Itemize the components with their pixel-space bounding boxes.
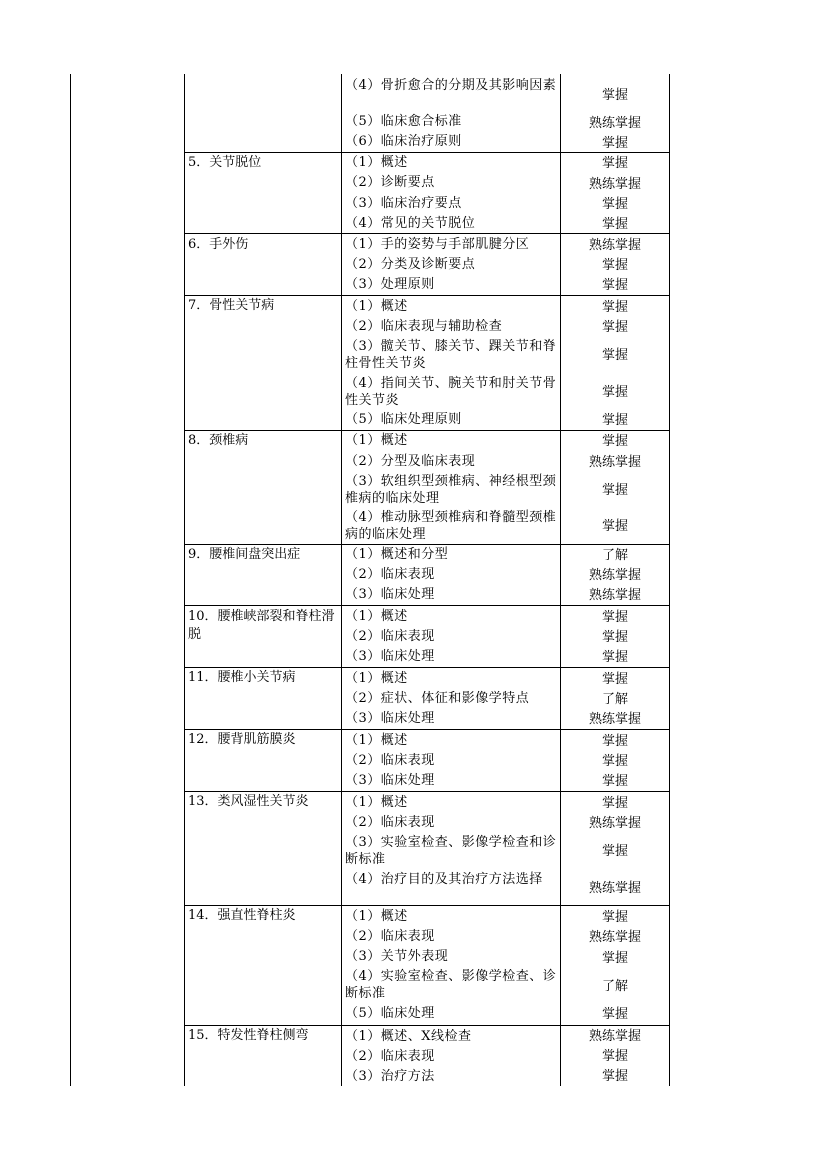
level-text: 掌握	[601, 320, 628, 335]
row-divider	[184, 605, 669, 606]
level-text: 掌握	[601, 774, 628, 789]
topic-label: 7．骨性关节病	[188, 298, 275, 313]
item-text: （3）临床处理	[345, 711, 435, 726]
row-divider	[184, 791, 669, 792]
item-text: （3）治疗方法	[345, 1069, 435, 1084]
item-text: （1）手的姿势与手部肌腱分区	[345, 237, 530, 252]
item-text: （4）指间关节、腕关节和肘关节骨性关节炎	[345, 376, 557, 408]
level-text: 熟练掌握	[588, 930, 641, 945]
row-divider	[184, 729, 669, 730]
level-text: 掌握	[601, 258, 628, 273]
item-text: （1）概述	[345, 671, 408, 686]
item-text: （1）概述	[345, 609, 408, 624]
row-divider	[184, 544, 669, 545]
item-text: （3）关节外表现	[345, 949, 449, 964]
level-text: 掌握	[601, 88, 628, 103]
item-text: （1）概述	[345, 795, 408, 810]
topic-label: 10．腰椎峡部裂和脊柱滑脱	[188, 609, 335, 642]
item-text: （3）临床处理	[345, 587, 435, 602]
item-text: （4）常见的关节脱位	[345, 216, 476, 231]
level-text: 掌握	[601, 951, 628, 966]
item-text: （5）临床处理	[345, 1006, 435, 1021]
level-text: 熟练掌握	[588, 588, 641, 603]
level-text: 熟练掌握	[588, 568, 641, 583]
topic-label: 9．腰椎间盘突出症	[188, 547, 301, 562]
topic-column-border	[184, 74, 185, 1086]
item-text: （1）概述和分型	[345, 547, 449, 562]
topic-label: 6．手外伤	[188, 237, 249, 252]
topic-label: 13．类风湿性关节炎	[188, 794, 309, 809]
level-text: 掌握	[601, 483, 628, 498]
level-text: 掌握	[601, 413, 628, 428]
level-text: 掌握	[601, 434, 628, 449]
row-divider	[184, 1025, 669, 1026]
item-column-border	[341, 74, 342, 1086]
item-text: （3）髋关节、膝关节、踝关节和脊柱骨性关节炎	[345, 339, 557, 371]
level-text: 掌握	[601, 1069, 628, 1084]
item-text: （5）临床处理原则	[345, 412, 462, 427]
outer-left-border	[70, 74, 71, 1086]
level-text: 熟练掌握	[588, 816, 641, 831]
item-text: （2）临床表现	[345, 629, 435, 644]
item-text: （2）分型及临床表现	[345, 454, 476, 469]
level-text: 掌握	[601, 217, 628, 232]
item-text: （2）临床表现与辅助检查	[345, 319, 503, 334]
item-text: （4）实验室检查、影像学检查、诊断标准	[345, 969, 557, 1001]
item-text: （3）实验室检查、影像学检查和诊断标准	[345, 835, 557, 867]
item-text: （1）概述	[345, 909, 408, 924]
item-text: （6）临床治疗原则	[345, 134, 462, 149]
item-text: （2）临床表现	[345, 567, 435, 582]
level-text: 掌握	[601, 630, 628, 645]
level-text: 熟练掌握	[588, 455, 641, 470]
item-text: （2）分类及诊断要点	[345, 257, 476, 272]
item-text: （1）概述、X线检查	[345, 1029, 472, 1044]
level-text: 熟练掌握	[588, 1029, 641, 1044]
level-text: 掌握	[601, 796, 628, 811]
topic-label: 14．强直性脊柱炎	[188, 908, 296, 923]
level-text: 掌握	[601, 300, 628, 315]
item-text: （3）临床处理	[345, 649, 435, 664]
level-text: 掌握	[601, 348, 628, 363]
level-text: 熟练掌握	[588, 116, 641, 131]
level-text: 掌握	[601, 910, 628, 925]
item-text: （3）软组织型颈椎病、神经根型颈椎病的临床处理	[345, 474, 557, 506]
level-text: 掌握	[601, 610, 628, 625]
item-text: （3）处理原则	[345, 277, 435, 292]
topic-label: 15．特发性脊柱侧弯	[188, 1028, 309, 1043]
row-divider	[184, 667, 669, 668]
level-text: 掌握	[601, 672, 628, 687]
level-text: 了解	[601, 692, 628, 707]
item-text: （2）症状、体征和影像学特点	[345, 691, 530, 706]
item-text: （4）治疗目的及其治疗方法选择	[345, 872, 543, 887]
level-text: 掌握	[601, 1049, 628, 1064]
item-text: （1）概述	[345, 433, 408, 448]
row-divider	[184, 905, 669, 906]
item-text: （5）临床愈合标准	[345, 114, 462, 129]
level-text: 掌握	[601, 278, 628, 293]
item-text: （1）概述	[345, 299, 408, 314]
level-text: 掌握	[601, 650, 628, 665]
topic-label: 8．颈椎病	[188, 433, 249, 448]
level-text: 掌握	[601, 197, 628, 212]
level-text: 了解	[601, 979, 628, 994]
topic-label: 11．腰椎小关节病	[188, 670, 296, 685]
level-text: 掌握	[601, 519, 628, 534]
level-text: 熟练掌握	[588, 238, 641, 253]
item-text: （2）临床表现	[345, 753, 435, 768]
item-text: （1）概述	[345, 155, 408, 170]
level-text: 掌握	[601, 754, 628, 769]
item-text: （3）临床治疗要点	[345, 196, 462, 211]
item-text: （2）诊断要点	[345, 175, 435, 190]
item-text: （2）临床表现	[345, 1049, 435, 1064]
level-text: 掌握	[601, 844, 628, 859]
topic-label: 12．腰背肌筋膜炎	[188, 732, 296, 747]
level-text: 掌握	[601, 156, 628, 171]
item-text: （4）椎动脉型颈椎病和脊髓型颈椎病的临床处理	[345, 510, 557, 542]
level-text: 熟练掌握	[588, 712, 641, 727]
level-text: 掌握	[601, 385, 628, 400]
item-text: （1）概述	[345, 733, 408, 748]
right-border	[669, 74, 670, 1086]
topic-label: 5．关节脱位	[188, 155, 262, 170]
level-text: 了解	[601, 548, 628, 563]
level-text: 掌握	[601, 1007, 628, 1022]
level-text: 熟练掌握	[588, 177, 641, 192]
row-divider	[184, 430, 669, 431]
item-text: （2）临床表现	[345, 815, 435, 830]
row-divider	[184, 295, 669, 296]
level-text: 掌握	[601, 734, 628, 749]
item-text: （3）临床处理	[345, 773, 435, 788]
level-text: 掌握	[601, 136, 628, 151]
item-text: （4）骨折愈合的分期及其影响因素	[345, 78, 557, 93]
level-text: 熟练掌握	[588, 881, 641, 896]
item-text: （2）临床表现	[345, 929, 435, 944]
